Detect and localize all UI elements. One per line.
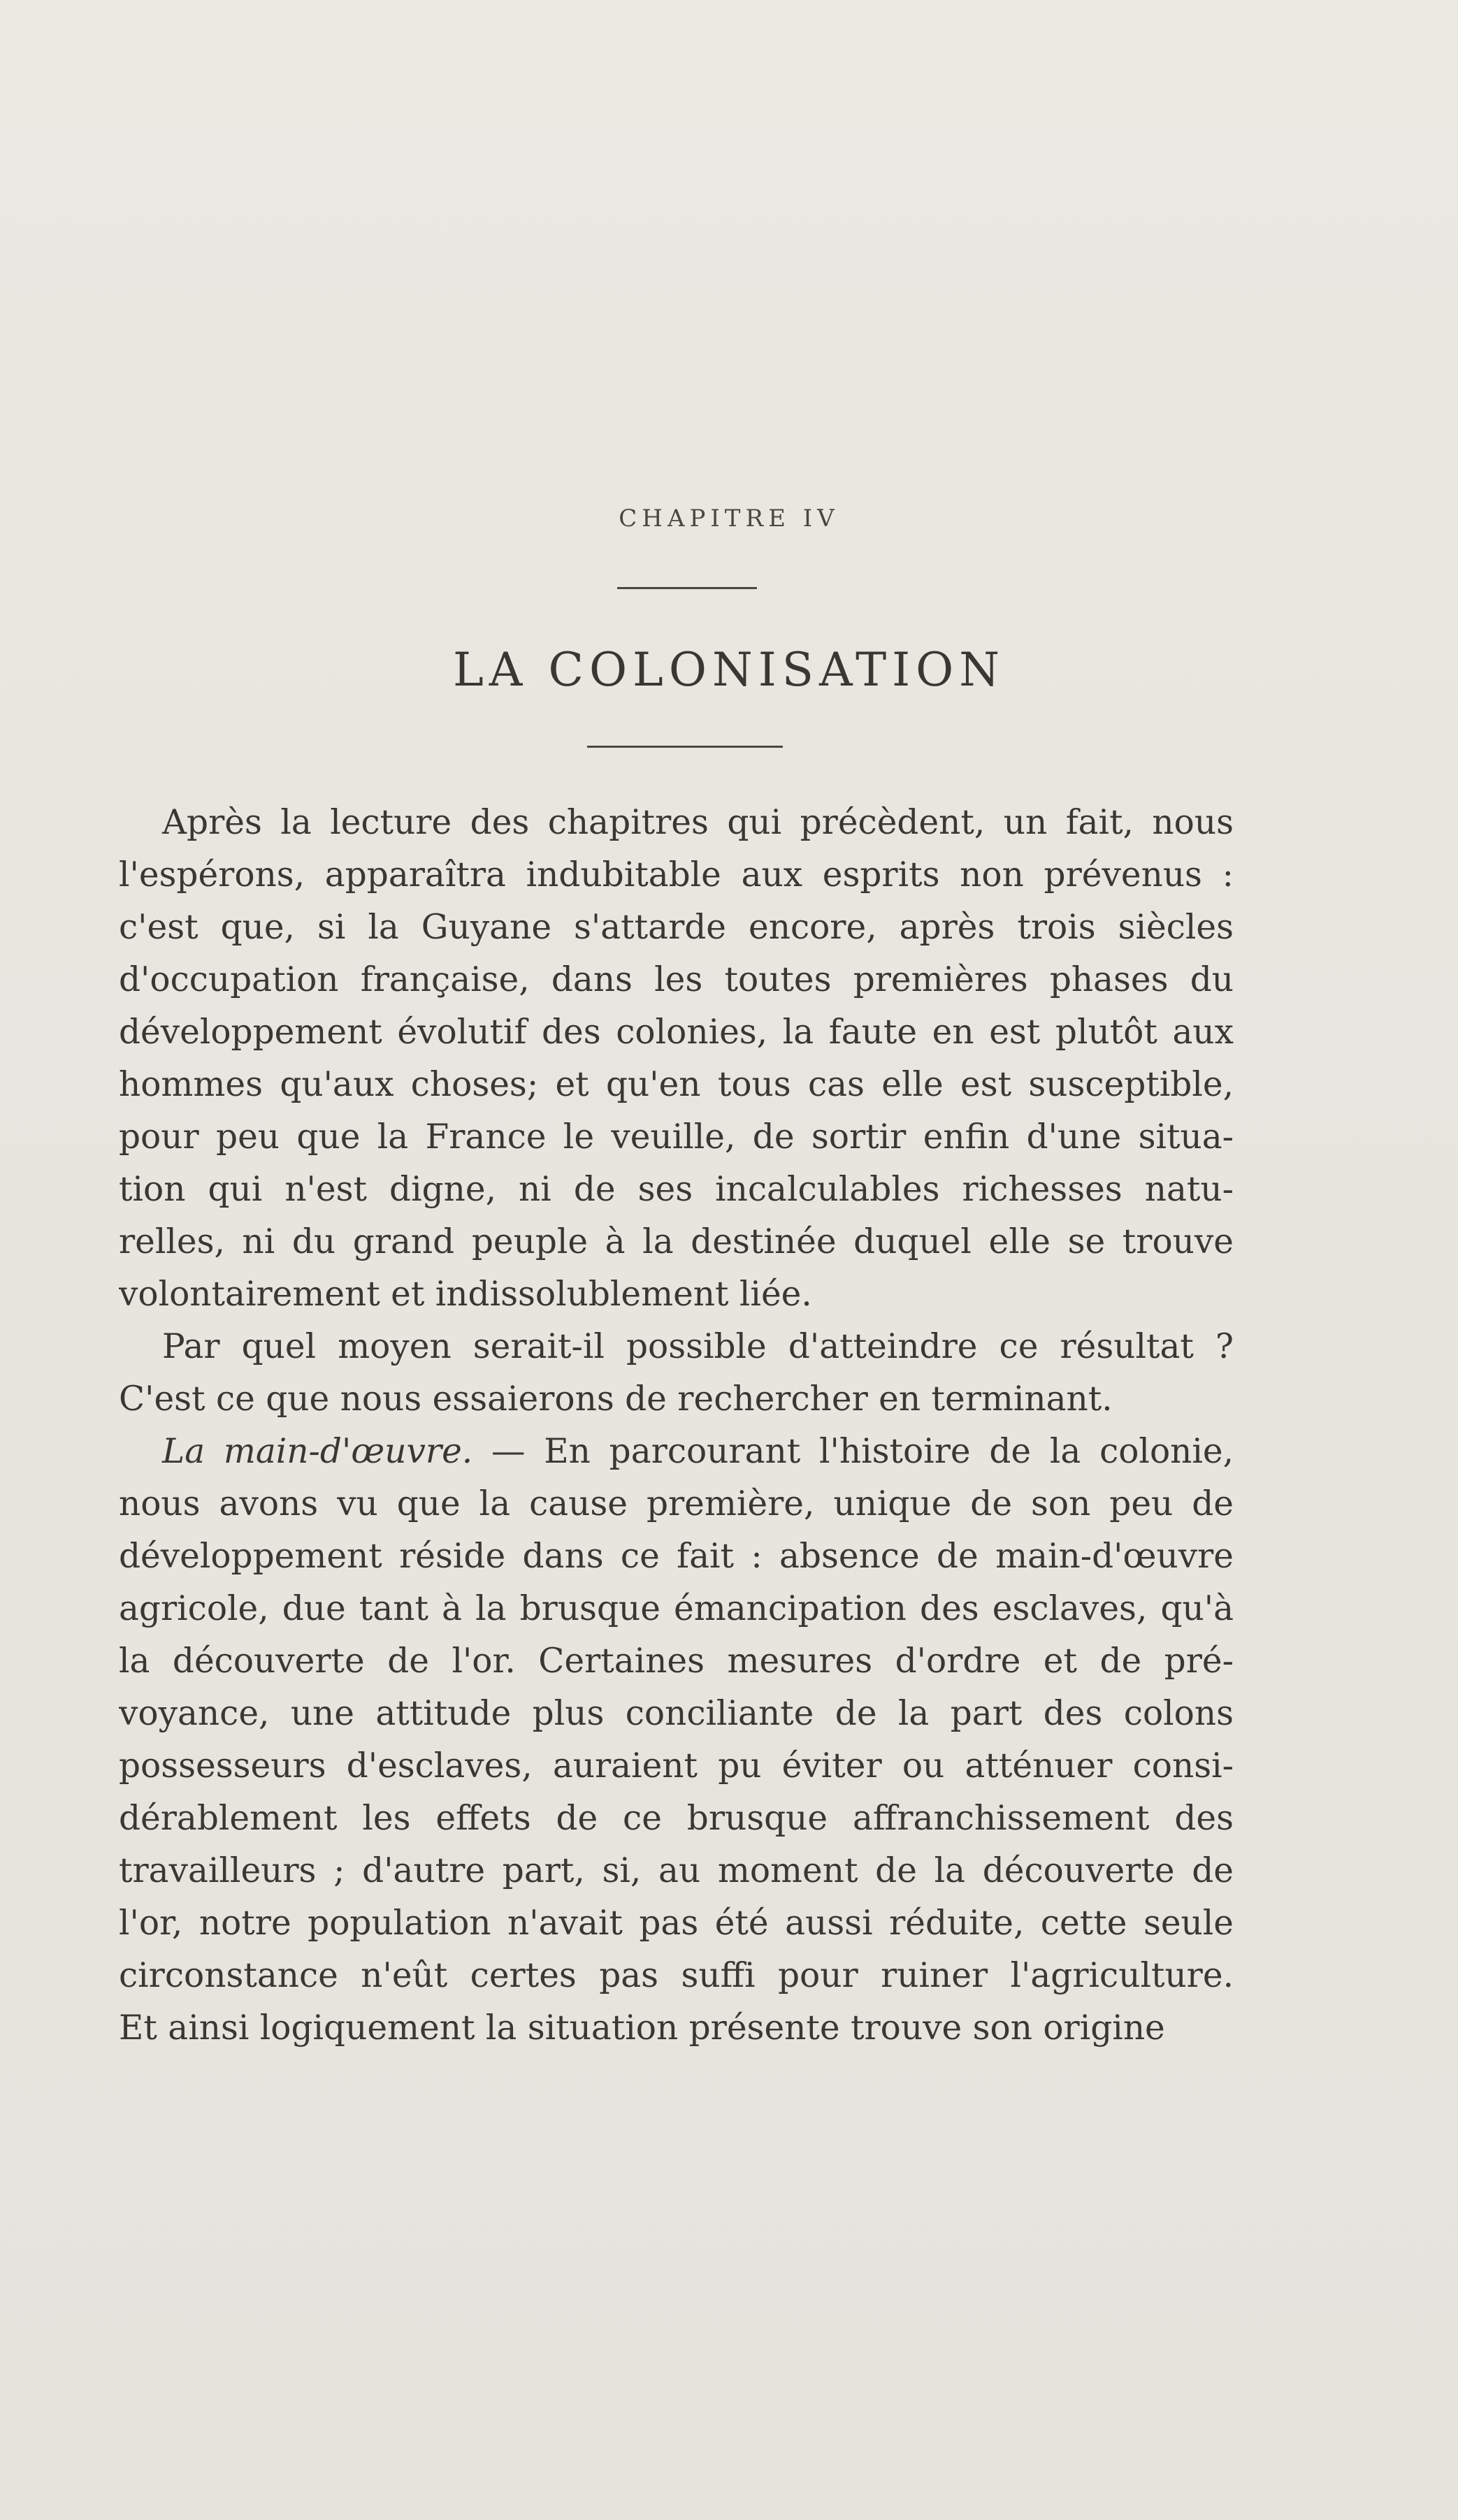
text-line: la découverte de l'or. Certaines mesures d'ordre et de pré- bbox=[119, 1642, 1234, 1681]
text-line: c'est que, si la Guyane s'attarde encore, après trois siècles bbox=[119, 908, 1234, 947]
text-line: possesseurs d'esclaves, auraient pu éviter ou atténuer consi- bbox=[119, 1746, 1234, 1786]
text-line: hommes qu'aux choses; et qu'en tous cas elle est susceptible, bbox=[119, 1065, 1234, 1104]
text-line: relles, ni du grand peuple à la destinée duquel elle se trouve bbox=[119, 1222, 1234, 1261]
text-line: voyance, une attitude plus conciliante de la part des colons bbox=[119, 1694, 1234, 1733]
title-rule-bottom bbox=[587, 746, 783, 748]
section-heading-italic: La main-d'œuvre. bbox=[162, 1432, 473, 1471]
text-line: tion qui n'est digne, ni de ses incalculables richesses natu- bbox=[119, 1170, 1234, 1209]
text-line: dérablement les effets de ce brusque affranchissement des bbox=[119, 1799, 1234, 1838]
text-line: circonstance n'eût certes pas suffi pour ruiner l'agriculture. bbox=[119, 1956, 1234, 1995]
lead-rest: — En parcourant l'histoire de la colonie, bbox=[472, 1432, 1234, 1471]
text-line: travailleurs ; d'autre part, si, au moment de la découverte de bbox=[119, 1851, 1234, 1890]
chapter-label: CHAPITRE IV bbox=[619, 505, 839, 533]
text-line: C'est ce que nous essaierons de rechercher en terminant. bbox=[119, 1380, 1113, 1419]
text-line-lead bbox=[119, 1426, 1234, 1478]
text-line: développement évolutif des colonies, la faute en est plutôt aux bbox=[119, 1013, 1234, 1052]
body-text bbox=[119, 797, 1234, 2055]
chapter-title: LA COLONISATION bbox=[452, 643, 1006, 697]
text-line: Par quel moyen serait-il possible d'atteindre ce résultat ? bbox=[162, 1327, 1234, 1366]
text-line: agricole, due tant à la brusque émancipation des esclaves, qu'à bbox=[119, 1589, 1234, 1628]
text-line: développement réside dans ce fait : absence de main-d'œuvre bbox=[119, 1537, 1234, 1576]
title-rule-top bbox=[617, 587, 757, 589]
text-line: pour peu que la France le veuille, de sortir enfin d'une situa- bbox=[119, 1117, 1234, 1157]
text-line: nous avons vu que la cause première, unique de son peu de bbox=[119, 1484, 1234, 1523]
text-line: Après la lecture des chapitres qui précèdent, un fait, nous bbox=[162, 803, 1234, 842]
text-line: Et ainsi logiquement la situation présente trouve son origine bbox=[119, 2008, 1165, 2048]
text-line: l'espérons, apparaîtra indubitable aux esprits non prévenus : bbox=[119, 855, 1234, 895]
text-line: volontairement et indissolublement liée. bbox=[119, 1275, 812, 1314]
text-line: l'or, notre population n'avait pas été aussi réduite, cette seule bbox=[119, 1904, 1234, 1943]
text-line: d'occupation française, dans les toutes premières phases du bbox=[119, 960, 1234, 999]
